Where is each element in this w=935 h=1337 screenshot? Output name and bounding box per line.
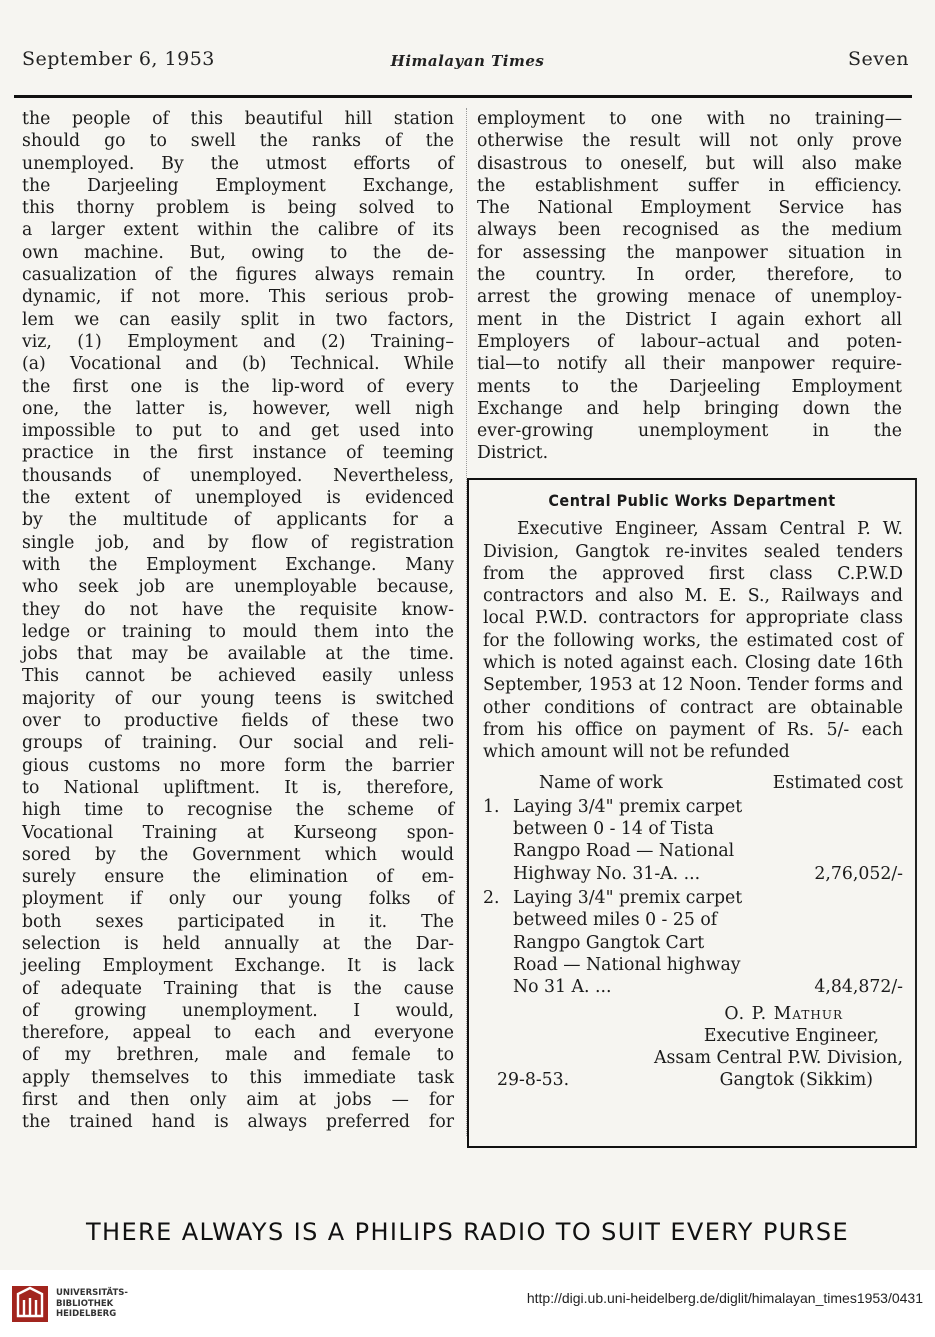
text-line: ever-growing unemployment in the — [477, 421, 902, 442]
text-line: to National upliftment. It is, therefore, — [22, 777, 454, 798]
text-line: ment in the District I again exhort all — [477, 309, 902, 330]
text-line: the first one is the lip-word of every — [22, 376, 454, 397]
text-line: jeeling Employment Exchange. It is lack — [22, 956, 454, 977]
text-line: of growing unemployment. I would, — [22, 1000, 454, 1021]
text-line: practice in the first instance of teeming — [22, 443, 454, 464]
signatory-office: Assam Central P.W. Division, — [654, 1048, 903, 1069]
work-description-line: Highway No. 31-A. ... — [513, 863, 701, 884]
text-line: for assessing the manpower situation in — [477, 242, 902, 263]
text-line: high time to recognise the scheme of — [22, 800, 454, 821]
text-line: this thorny problem is being solved to — [22, 198, 454, 219]
signature-block — [483, 1003, 903, 1070]
text-line: therefore, appeal to each and everyone — [22, 1023, 454, 1044]
text-line: of adequate Training that is the cause — [22, 978, 454, 999]
text-line: the country. In order, therefore, to — [477, 265, 902, 286]
text-line: single job, and by flow of registration — [22, 532, 454, 553]
library-name-line: BIBLIOTHEK — [56, 1298, 114, 1309]
notice-date: 29-8-53. — [497, 1070, 570, 1091]
text-line: first and then only aim at jobs — for — [22, 1090, 454, 1111]
signatory-name: O. P. Mathur — [724, 1003, 843, 1024]
library-name — [56, 1288, 128, 1320]
text-line: they do not have the requisite know- — [22, 599, 454, 620]
work-cost: 2,76,052/- — [814, 863, 903, 884]
text-line: impossible to put to and get used into — [22, 421, 454, 442]
text-line: Employers of labour–actual and poten- — [477, 331, 902, 352]
text-line: dynamic, if not more. This serious prob- — [22, 287, 454, 308]
text-line: groups of training. Our social and reli- — [22, 733, 454, 754]
text-line: over to productive fields of these two — [22, 711, 454, 732]
text-line: of my brethren, male and female to — [22, 1045, 454, 1066]
text-line: the people of this beautiful hill station — [22, 109, 454, 129]
signatory-role: Executive Engineer, — [703, 1025, 879, 1046]
page-number: Seven — [848, 48, 909, 70]
text-line: employment to one with no training— — [477, 109, 902, 129]
masthead: Himalayan Times — [390, 52, 545, 70]
work-number: 2. — [483, 888, 500, 909]
text-line: ments to the Darjeeling Employment — [477, 376, 902, 397]
notice-place: Gangtok (Sikkim) — [719, 1070, 873, 1091]
text-line: The National Employment Service has — [477, 198, 902, 219]
text-line: both sexes participated in it. The — [22, 911, 454, 932]
left-column — [22, 108, 454, 1134]
work-number: 1. — [483, 796, 500, 817]
work-item — [483, 796, 903, 885]
text-line: thousands of unemployed. Nevertheless, — [22, 465, 454, 486]
library-name-line: HEIDELBERG — [56, 1309, 117, 1319]
text-line: Exchange and help bringing down the — [477, 398, 902, 419]
text-line: surely ensure the elimination of em- — [22, 867, 454, 888]
work-description-line: Road — National highway — [513, 954, 741, 975]
text-line: apply themselves to this immediate task — [22, 1067, 454, 1088]
text-line: ployment if only our young folks of — [22, 889, 454, 910]
text-line: lem we can easily split in two factors, — [22, 309, 454, 330]
text-line: who seek job are unemployable because, — [22, 577, 454, 598]
work-description-line: No 31 A. ... — [513, 977, 612, 998]
header-rule — [14, 95, 912, 98]
work-description — [513, 796, 799, 885]
right-column — [477, 108, 902, 465]
text-line: should go to swell the ranks of the — [22, 131, 454, 152]
notice-body: Executive Engineer, Assam Central P. W. Division, Gangtok re-invites sealed tenders from the approved first class C.P.W.D contractors and also M. E. S., Railways and local P.W.D. contractors for appropriate class for the following works, the estimated cost of which is noted against each. Closing date 16th September, 1953 at 12 Noon. Tender forms and other conditions of contract are obtainable from his office on payment of Rs. 5/- each which amount will not be refunded — [483, 519, 903, 763]
tender-notice — [467, 478, 917, 1148]
work-description-line: Laying 3/4" premix carpet — [513, 888, 743, 909]
text-line: own machine. But, owing to the de- — [22, 242, 454, 263]
text-line: always been recognised as the medium — [477, 220, 902, 241]
text-line: This cannot be achieved easily unless — [22, 666, 454, 687]
text-line: one, the latter is, however, well nigh — [22, 398, 454, 419]
text-line: with the Employment Exchange. Many — [22, 554, 454, 575]
work-description-line: Rangpo Gangtok Cart — [513, 932, 705, 953]
work-description-line: betweed miles 0 - 25 of — [513, 910, 718, 931]
philips-banner: THERE ALWAYS IS A PHILIPS RADIO TO SUIT EVERY PURSE — [85, 1218, 850, 1246]
col-name-of-work: Name of work — [539, 772, 663, 793]
work-description-line: Laying 3/4" premix carpet — [513, 796, 743, 817]
text-line: majority of our young teens is switched — [22, 688, 454, 709]
text-line: sored by the Government which would — [22, 844, 454, 865]
issue-date: September 6, 1953 — [22, 48, 215, 70]
work-description — [513, 887, 799, 998]
col-estimated-cost: Estimated cost — [772, 772, 903, 793]
text-line: the extent of unemployed is evidenced — [22, 488, 454, 509]
text-line: casualization of the figures always remain — [22, 265, 454, 286]
works-table-header — [483, 772, 903, 794]
text-line: selection is held annually at the Dar- — [22, 933, 454, 954]
notice-title: Central Public Works Department — [548, 491, 836, 510]
text-line: ledge or training to mould them into the — [22, 621, 454, 642]
works-list — [483, 796, 903, 999]
text-line: otherwise the result will not only prove — [477, 131, 902, 152]
text-line: viz, (1) Employment and (2) Training– — [22, 331, 454, 352]
text-line: jobs that may be available at the time. — [22, 644, 454, 665]
work-description-line: between 0 - 14 of Tista — [513, 819, 714, 840]
text-line: unemployed. By the utmost efforts of — [22, 153, 454, 174]
text-line: by the multitude of applicants for a — [22, 510, 454, 531]
work-item — [483, 887, 903, 998]
work-cost: 4,84,872/- — [814, 977, 903, 998]
text-line: the establishment suffer in efficiency. — [477, 175, 902, 196]
right-column-last-line: District. — [477, 443, 549, 464]
text-line: (a) Vocational and (b) Technical. While — [22, 354, 454, 375]
text-line: gious customs no more form the barrier — [22, 755, 454, 776]
text-line: tial—to notify all their manpower require- — [477, 354, 902, 375]
notice-footer — [483, 1069, 903, 1091]
library-name-line: UNIVERSITÄTS- — [56, 1288, 128, 1298]
work-description-line: Rangpo Road — National — [513, 841, 735, 862]
text-line: the trained hand is always preferred for — [22, 1112, 454, 1133]
source-url-link[interactable]: http://digi.ub.uni-heidelberg.de/diglit/himalayan_times1953/0431 — [526, 1290, 923, 1306]
text-line: the Darjeeling Employment Exchange, — [22, 175, 454, 196]
text-line: a larger extent within the calibre of its — [22, 220, 454, 241]
library-logo-icon — [10, 1284, 50, 1324]
text-line: Vocational Training at Kurseong spon- — [22, 822, 454, 843]
text-line: disastrous to oneself, but will also make — [477, 153, 902, 174]
text-line: arrest the growing menace of unemploy- — [477, 287, 902, 308]
